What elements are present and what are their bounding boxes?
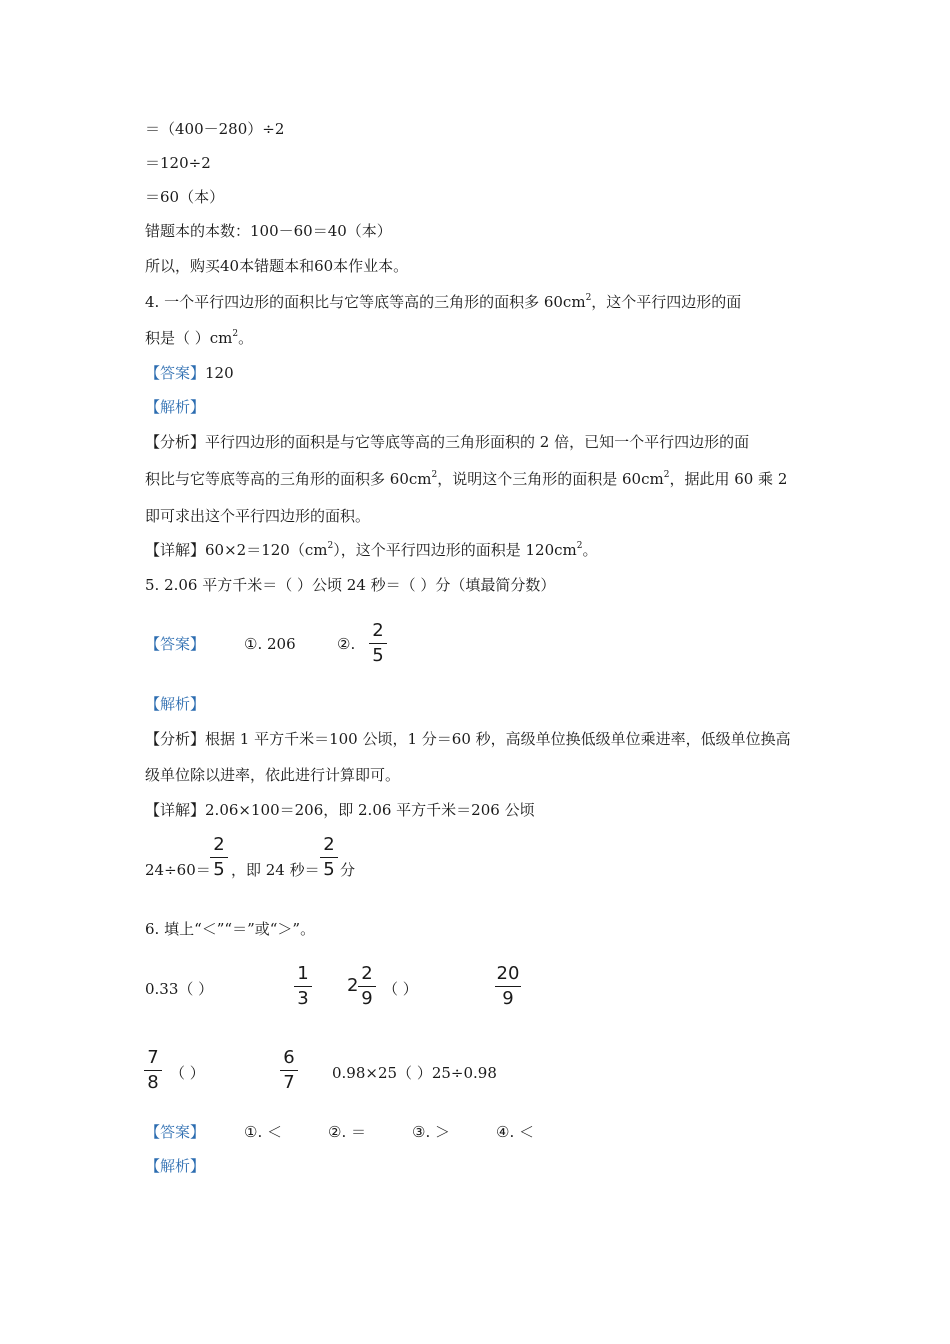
q6-problem-2-fraction: 20 9 [496,963,520,1009]
q6-problem-3-blank: （ ） [170,1064,205,1082]
q5-jiexi-tag: 【解析】 [145,695,206,713]
q5-xiangjie-line-1: 【详解】2.06×100＝206，即 2.06 平方千米＝206 公顷 [145,801,535,819]
q6-question: 6. 填上“＜”“＝”或“＞”。 [145,920,316,938]
q6-problem-2-mixed-fraction: 2 9 [358,963,376,1010]
answer-tag: 【答案】 [145,364,206,382]
q5-answer-1: ①. 206 [244,635,296,653]
q5-question: 5. 2.06 平方千米＝（ ）公顷 24 秒＝（ ）分（填最简分数） [145,576,556,594]
q5-answer-2-fraction: 2 5 [369,620,387,667]
q4-jiexi-tag: 【解析】 [145,398,206,416]
q6-problem-1-fraction: 1 3 [294,963,312,1010]
q6-problem-3-left-fraction: 7 8 [144,1047,162,1094]
q5-xiangjie-fraction-1: 2 5 [210,834,228,881]
fenxi-tag: 【分析】 [145,433,206,451]
calc-line-4: 错题本的本数：100－60＝40（本） [145,222,392,240]
q6-problem-2-blank: （ ） [383,980,418,998]
q5-fenxi-line-2: 级单位除以进率，依此进行计算即可。 [145,766,401,784]
xiangjie-tag: 【详解】 [145,801,206,819]
q5-answer-2-label: ②. [337,635,356,653]
calc-line-2: ＝120÷2 [145,154,211,172]
q4-fenxi-line-2: 积比与它等底等高的三角形的面积多 $60cm^2$，说明这个三角形的面积是 $60cm^2$，据此用 60 乘 2 [145,470,788,488]
q6-problem-1-left: 0.33（ ） [145,980,214,998]
q5-xiangjie-line-2c: 分 [340,861,356,879]
q4-answer: 【答案】120 [145,364,234,382]
conclusion-line: 所以，购买40本错题本和60本作业本。 [145,257,409,275]
q6-problem-2-whole: 2 [347,975,359,996]
q5-answer-tag: 【答案】 [145,635,206,653]
q6-answer-tag: 【答案】 [145,1123,206,1141]
q5-fenxi-line-1: 【分析】根据 1 平方千米＝100 公顷，1 分＝60 秒，高级单位换低级单位乘进率，低级单位换高 [145,730,791,748]
q5-xiangjie-line-2a: 24÷60＝ [145,861,211,879]
calc-line-3: ＝60（本） [145,188,225,206]
q6-answer-3: ③. ＞ [412,1123,450,1141]
q4-fenxi-line-1: 【分析】平行四边形的面积是与它等底等高的三角形面积的 2 倍，已知一个平行四边形的面 [145,433,750,451]
q4-question-line-1: 4. 一个平行四边形的面积比与它等底等高的三角形的面积多 $60cm^2$，这个平行四边形的面 [145,293,742,311]
q5-xiangjie-fraction-2: 2 5 [320,834,338,881]
q4-fenxi-line-3: 即可求出这个平行四边形的面积。 [145,507,371,525]
q4-question-line-2: 积是（ ）$cm^2$。 [145,329,254,347]
q6-answer-2: ②. ＝ [328,1123,366,1141]
q6-answer-1: ①. ＜ [244,1123,282,1141]
calc-line-1: ＝（400－280）÷2 [145,120,285,138]
q5-xiangjie-line-2b: ，即 24 秒＝ [231,861,320,879]
q6-problem-4: 0.98×25（ ）25÷0.98 [332,1064,497,1082]
q6-answer-4: ④. ＜ [496,1123,534,1141]
xiangjie-tag: 【详解】 [145,541,206,559]
fenxi-tag: 【分析】 [145,730,206,748]
q4-xiangjie: 【详解】$60\times 2=120(cm^2)$，这个平行四边形的面积是 $120cm^2$。 [145,541,598,559]
q6-problem-3-right-fraction: 6 7 [280,1047,298,1094]
q6-jiexi-tag: 【解析】 [145,1157,206,1175]
